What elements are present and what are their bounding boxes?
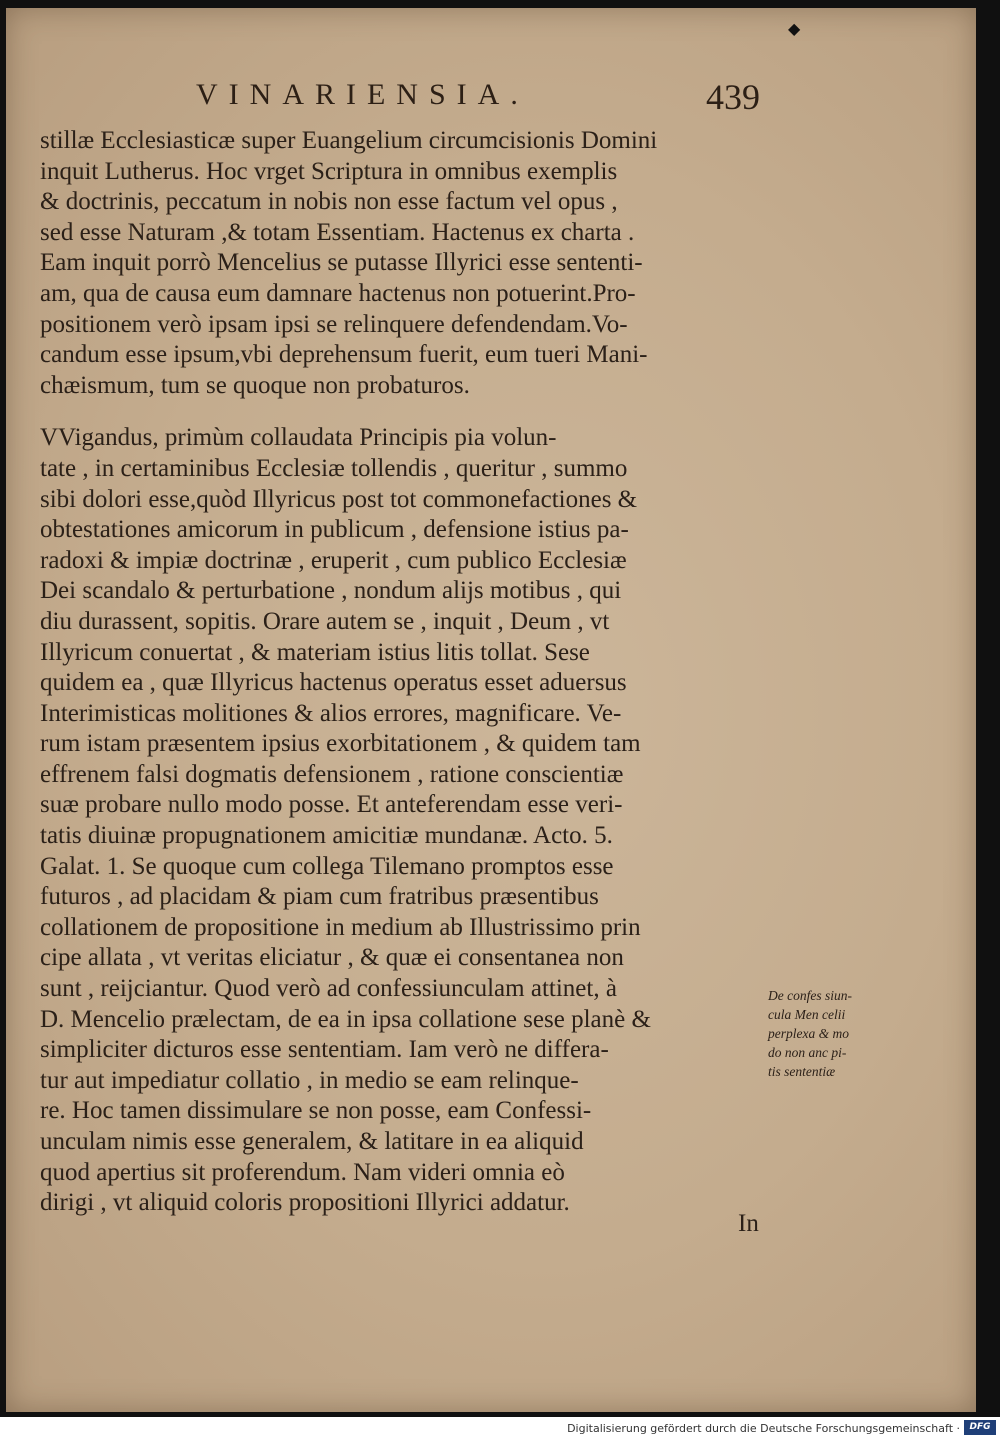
text-line: sunt , reijciantur. Quod verò ad confessiunculam attinet, à: [40, 975, 617, 1003]
text-line: Eam inquit porrò Mencelius se putasse Illyrici esse sententi-: [40, 249, 643, 277]
text-line: tatis diuinæ propugnationem amicitiæ mundanæ. Acto. 5.: [40, 822, 613, 850]
margin-note-line: perplexa & mo: [768, 1026, 849, 1041]
text-line: am, qua de causa eum damnare hactenus non potuerint.Pro-: [40, 279, 636, 307]
text-line: suæ probare nullo modo posse. Et anteferendam esse veri-: [40, 791, 623, 819]
text-line: sibi dolori esse,quòd Illyricus post tot commonefactiones &: [40, 485, 638, 513]
text-line: diu durassent, sopitis. Orare autem se , inquit , Deum , vt: [40, 607, 610, 635]
body-text: [40, 126, 760, 1219]
text-line: futuros , ad placidam & piam cum fratribus præsentibus: [40, 883, 599, 911]
text-line: tate , in certaminibus Ecclesiæ tollendis , queritur , summo: [40, 454, 628, 482]
text-line: collationem de propositione in medium ab Illustrissimo prin: [40, 913, 641, 941]
text-line: effrenem falsi dogmatis defensionem , ratione conscientiæ: [40, 760, 624, 788]
margin-note: [768, 986, 888, 1081]
text-line: quidem ea , quæ Illyricus hactenus operatus esset aduersus: [40, 669, 627, 697]
paragraph-gap: [40, 401, 760, 423]
page-header: [6, 70, 976, 126]
running-title: VINARIENSIA.: [196, 78, 529, 111]
text-line: inquit Lutherus. Hoc vrget Scriptura in omnibus exemplis: [40, 157, 618, 185]
margin-note-line: tis sententiæ: [768, 1064, 836, 1079]
margin-note-line: do non anc pi-: [768, 1045, 847, 1060]
text-line: Galat. 1. Se quoque cum collega Tilemano promptos esse: [40, 852, 614, 880]
digitization-credit: Digitalisierung gefördert durch die Deutsche Forschungsgemeinschaft ·: [567, 1422, 960, 1435]
text-line: radoxi & impiæ doctrinæ , eruperit , cum publico Ecclesiæ: [40, 546, 627, 574]
text-line: positionem verò ipsam ipsi se relinquere defendendam.Vo-: [40, 310, 628, 338]
book-page: [6, 8, 976, 1412]
text-line: stillæ Ecclesiasticæ super Euangelium circumcisionis Domini: [40, 127, 658, 154]
text-line: obtestationes amicorum in publicum , defensione istius pa-: [40, 516, 629, 544]
text-line: & doctrinis, peccatum in nobis non esse factum vel opus ,: [40, 188, 618, 216]
text-line: re. Hoc tamen dissimulare se non posse, eam Confessi-: [40, 1097, 592, 1125]
text-line: quod apertius sit proferendum. Nam videri omnia eò: [40, 1158, 565, 1186]
text-line: dirigi , vt aliquid coloris propositioni Illyrici addatur.: [40, 1189, 570, 1217]
text-line: Dei scandalo & perturbatione , nondum alijs motibus , qui: [40, 577, 622, 605]
text-line: cipe allata , vt veritas eliciatur , & quæ ei consentanea non: [40, 944, 624, 972]
text-line: Illyricum conuertat , & materiam istius litis tollat. Sese: [40, 638, 590, 666]
margin-note-line: cula Men celii: [768, 1007, 846, 1022]
text-line: Interimisticas molitiones & alios errores, magnificare. Ve-: [40, 699, 622, 727]
ink-blot-icon: ◆: [788, 19, 801, 38]
catchword: In: [738, 1210, 759, 1237]
text-line: VVigandus, primùm collaudata Principis pia volun-: [40, 424, 557, 452]
text-line: D. Mencelio prælectam, de ea in ipsa collatione sese planè &: [40, 1005, 651, 1033]
text-line: tur aut impediatur collatio , in medio se eam relinque-: [40, 1066, 579, 1094]
text-line: simpliciter dicturos esse sententiam. Iam verò ne differa-: [40, 1036, 609, 1064]
text-line: candum esse ipsum,vbi deprehensum fuerit, eum tueri Mani-: [40, 341, 648, 369]
dfg-logo: DFG: [964, 1420, 996, 1435]
text-line: unculam nimis esse generalem, & latitare in ea aliquid: [40, 1128, 584, 1155]
margin-note-line: De confes siun-: [768, 988, 852, 1003]
text-line: rum istam præsentem ipsius exorbitationem , & quidem tam: [40, 730, 641, 758]
text-line: chæismum, tum se quoque non probaturos.: [40, 371, 470, 399]
page-number: 439: [706, 77, 760, 117]
text-line: sed esse Naturam ,& totam Essentiam. Hactenus ex charta .: [40, 218, 635, 246]
